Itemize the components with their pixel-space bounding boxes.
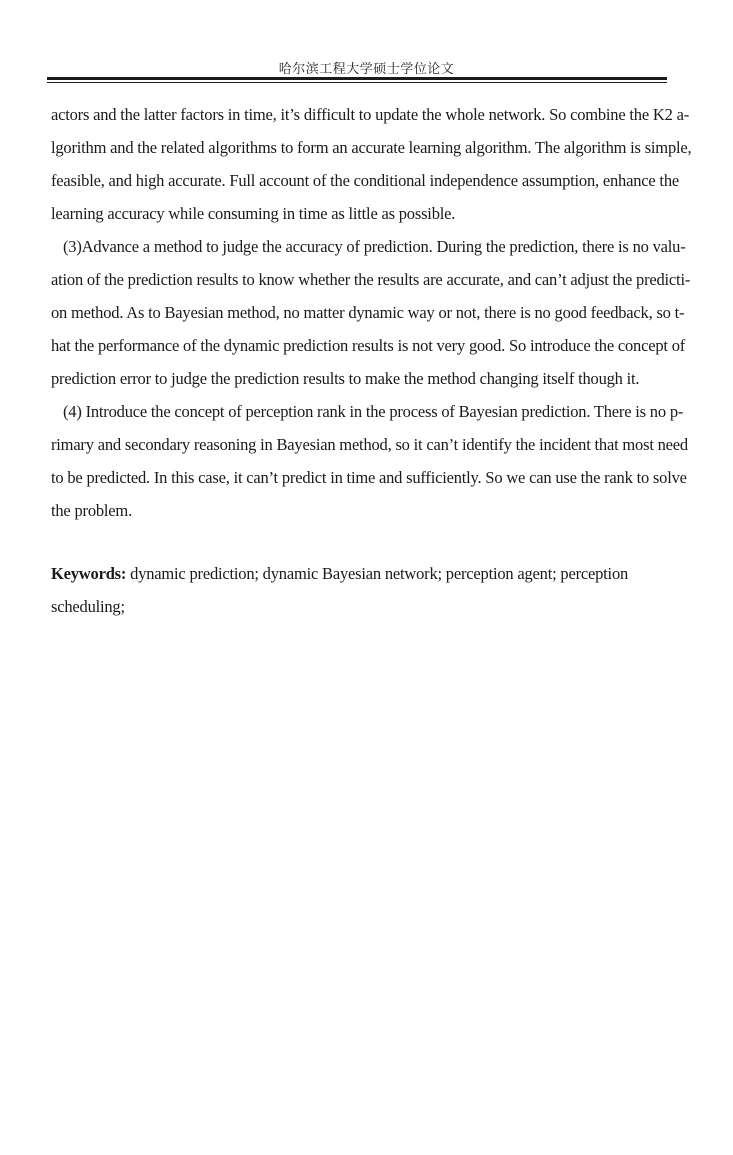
keywords-text-1: dynamic prediction; dynamic Bayesian network; perception agent; perception <box>130 564 629 583</box>
keywords-line-1 <box>51 557 669 590</box>
paragraph-1-line-1: actors and the latter factors in time, it’s difficult to update the whole network. So combine the K2 a- <box>51 105 689 124</box>
paragraph-3-line-1: (4) Introduce the concept of perception rank in the process of Bayesian prediction. There is no p- <box>63 402 684 421</box>
paragraph-3-line-4: the problem. <box>51 501 132 520</box>
paragraph-2-line-5: prediction error to judge the prediction results to make the method changing itself though it. <box>51 369 640 388</box>
paragraph-1-line-3: feasible, and high accurate. Full account of the conditional independence assumption, enhance the <box>51 171 679 190</box>
paragraph-2-line-3: on method. As to Bayesian method, no matter dynamic way or not, there is no good feedback, so t- <box>51 303 685 322</box>
running-header: 哈尔滨工程大学硕士学位论文 <box>278 61 455 76</box>
header-rule-thick <box>47 77 667 80</box>
paragraph-2-line-1: (3)Advance a method to judge the accuracy of prediction. During the prediction, there is no valu- <box>63 237 686 256</box>
paragraph-1-line-2: lgorithm and the related algorithms to form an accurate learning algorithm. The algorithm is simple, <box>51 138 692 157</box>
keywords-label: Keywords: <box>51 564 127 583</box>
paragraph-2-line-4: hat the performance of the dynamic prediction results is not very good. So introduce the concept of <box>51 336 686 355</box>
header-rule-thin <box>47 82 667 83</box>
paragraph-1-line-4: learning accuracy while consuming in time as little as possible. <box>51 204 456 223</box>
abstract-body <box>51 98 692 527</box>
keywords-section <box>51 557 669 623</box>
paragraph-3-line-2: rimary and secondary reasoning in Bayesian method, so it can’t identify the incident that most need <box>51 435 688 454</box>
paragraph-2-line-2: ation of the prediction results to know whether the results are accurate, and can’t adjust the predicti- <box>51 270 691 289</box>
paragraph-3-line-3: to be predicted. In this case, it can’t predict in time and sufficiently. So we can use the rank to solve <box>51 468 687 487</box>
keywords-line-2: scheduling; <box>51 597 125 616</box>
